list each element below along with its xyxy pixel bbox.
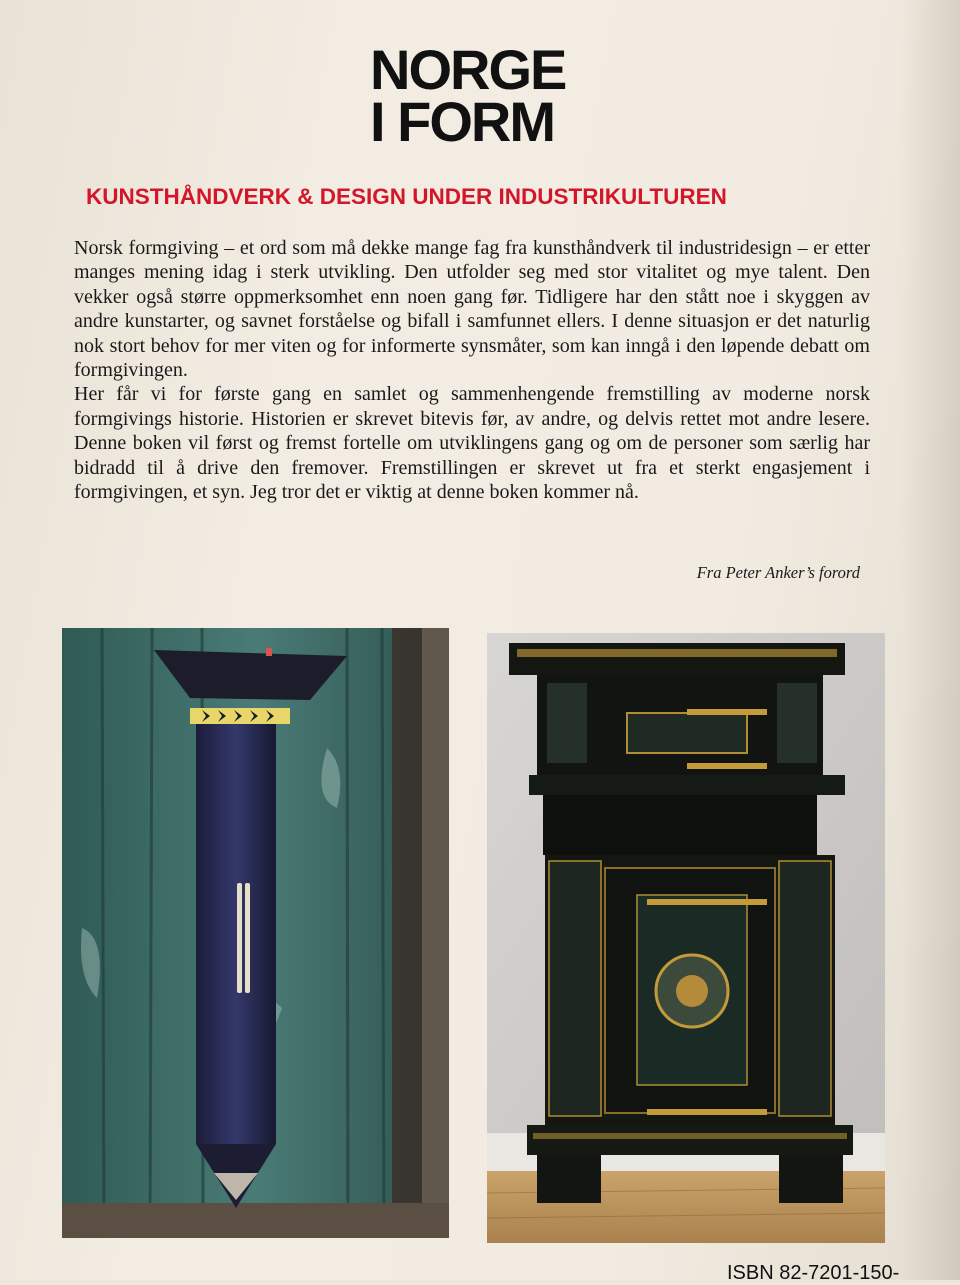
foreword-credit: Fra Peter Anker’s forord [696,563,860,582]
book-subtitle: KUNSTHÅNDVERK & DESIGN UNDER INDUSTRIKULTUREN [86,184,727,209]
book-title [370,38,630,153]
blurb-paragraph-1: Norsk formgiving – et ord som må dekke mange fag fra kunsthåndverk til industridesign – er etter manges mening idag i sterk utvikling. Den utfolder seg med stor vitalitet og mye talent. Den vekker også større oppmerksomhet enn noen gang før. Tidligere har den stått noe i skyggen av andre kunstarter, og savnet forståelse og bifall i samfunnet ellers. I denne situasjon er det naturlig nok stort behov for mer viten og for informerte synsmåter, som kan inngå i den løpende debatt om formgivingen. [74,237,870,382]
photo-ornate-cabinet [487,633,885,1243]
photo-pillar-cabinet [62,628,449,1238]
cabinet-photo-illustration [487,633,885,1243]
title-line-1: NORGE [370,38,566,101]
pillar-photo-illustration [62,628,449,1238]
title-line-2: I FORM [370,90,554,153]
blurb-text [74,236,870,504]
isbn-number: ISBN 82-7201-150- [727,1262,900,1284]
blurb-paragraph-2: Her får vi for første gang en samlet og sammenhengende fremstilling av moderne norsk formgivings historie. Historien er skrevet bitevis før, av andre, og delvis rettet mot andre lesere. Denne boken vil først og fremst fortelle om utviklingens gang og om de personer som særlig har bidradd til å drive den fremover. Fremstillingen er skrevet ut fra et sterkt engasjement i formgivingen, et syn. Jeg tror det er viktig at denne boken kommer nå. [74,383,870,504]
